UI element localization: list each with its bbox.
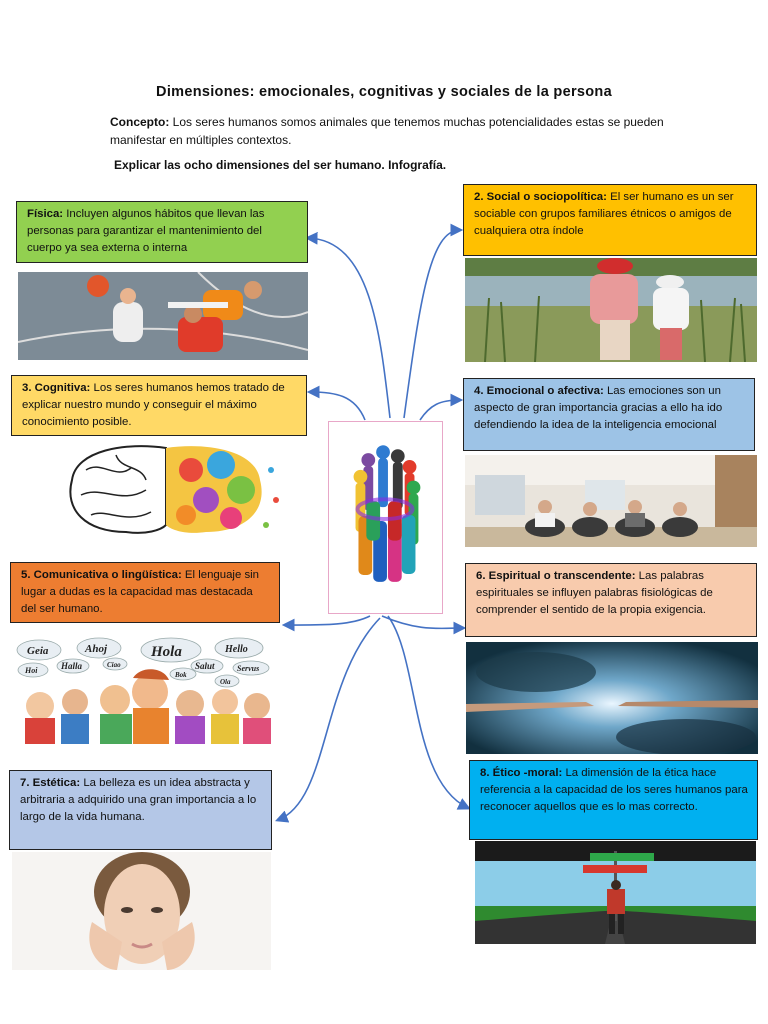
concept-text: Los seres humanos somos animales que tenemos muchas potencialidades estas se pueden manifestar en múltiples contextos. <box>110 115 664 147</box>
speech-word: Hoi <box>25 666 38 675</box>
arrow-to-cognitiva <box>310 392 365 420</box>
arrow-to-estetica <box>278 618 380 820</box>
page-title: Dimensiones: emocionales, cognitivas y sociales de la persona <box>156 84 612 100</box>
dimension-box-etico-moral <box>469 760 758 840</box>
dimension-label: 4. Emocional o afectiva: <box>474 385 604 397</box>
dimension-box-estetica <box>9 770 272 850</box>
dimension-box-comunicativa <box>10 562 280 623</box>
concept-paragraph <box>110 113 670 149</box>
arrow-to-emocional <box>420 400 460 420</box>
colorful-brain-illustration <box>46 440 286 542</box>
speech-word: Geia <box>27 645 49 657</box>
children-by-lake-photo <box>465 258 757 362</box>
dimension-label: 5. Comunicativa o lingüística: <box>21 569 182 581</box>
dimension-label: 8. Ético -moral: <box>480 767 563 779</box>
dimension-text: El ser humano es un ser sociable con grupos familiares étnicos o amigos de cualquiera otra índole <box>474 191 734 238</box>
dimension-label: 7. Estética: <box>20 777 81 789</box>
arrow-to-social <box>404 230 460 418</box>
speech-word: Halla <box>61 661 83 671</box>
speech-word: Ciao <box>107 661 121 669</box>
arrow-to-comunicativa <box>285 616 370 625</box>
dimension-text: El lenguaje sin lugar a dudas es la capacidad mas destacada del ser humano. <box>21 569 260 616</box>
speech-word: Bok <box>175 671 187 679</box>
dimension-text: Incluyen algunos hábitos que llevan las personas para garantizar el mantenimiento del cuerpo ya sea externa o interna <box>27 208 265 255</box>
woman-face-photo <box>12 852 271 970</box>
arrow-to-espiritual <box>382 616 463 628</box>
dimension-box-emocional <box>463 378 755 451</box>
dimension-label: 6. Espiritual o transcendente: <box>476 570 636 582</box>
arrow-to-etico <box>388 616 468 808</box>
speech-word: Ahoj <box>85 643 108 655</box>
people-circle-figures <box>329 422 442 613</box>
task-instruction: Explicar las ocho dimensiones del ser humano. Infografía. <box>114 158 447 172</box>
dimension-label: 2. Social o sociopolítica: <box>474 191 607 203</box>
dimension-box-social <box>463 184 757 256</box>
crossroads-signpost-photo <box>475 841 756 944</box>
dimension-text: Los seres humanos hemos tratado de explicar nuestro mundo y conseguir el máximo conocimiento posible. <box>22 382 285 429</box>
concept-label: Concepto: <box>110 115 170 129</box>
dimension-label: 3. Cognitiva: <box>22 382 91 394</box>
speech-word: Hello <box>225 644 248 655</box>
group-sitting-photo <box>465 455 757 547</box>
center-figure-frame <box>328 421 443 614</box>
dimension-box-fisica <box>16 201 308 263</box>
dimension-label: Física: <box>27 208 64 220</box>
dimension-text: La belleza es un idea abstracta y arbitraria a adquirido una gran importancia a lo largo de la vida humana. <box>20 777 257 824</box>
hands-sky-photo <box>466 642 758 754</box>
basketball-players-photo <box>18 272 308 360</box>
dimension-box-espiritual <box>465 563 757 637</box>
arrow-to-fisica <box>308 238 390 418</box>
speech-word: Hola <box>151 644 182 660</box>
dimension-box-cognitiva <box>11 375 307 436</box>
languages-cartoon <box>15 636 273 744</box>
dimension-text: La dimensión de la ética hace referencia a la capacidad de los seres humanos para reconocer aquellos que es lo mas correcto. <box>480 767 748 814</box>
speech-word: Servus <box>237 664 260 673</box>
speech-word: Salut <box>195 661 215 671</box>
dimension-text: Las palabras espirituales se influyen palabras fisiológicas de comprender el sentido de la propia exigencia. <box>476 570 713 617</box>
dimension-text: Las emociones son un aspecto de gran importancia gracias a ello ha ido defendiendo la idea de la inteligencia emocional <box>474 385 723 432</box>
speech-word: Ola <box>220 678 231 686</box>
